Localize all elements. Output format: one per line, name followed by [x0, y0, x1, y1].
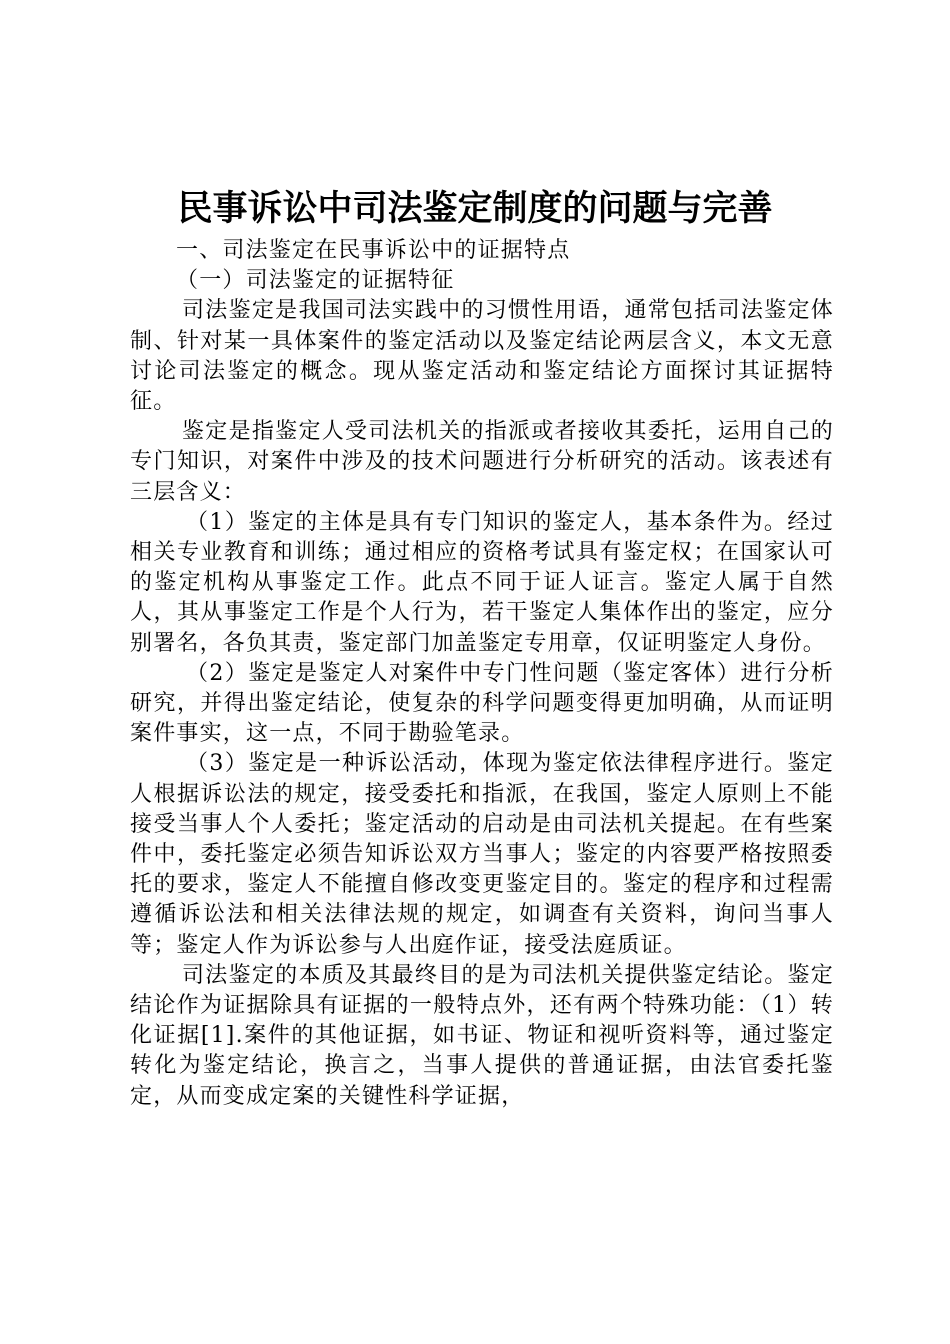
paragraph: 司法鉴定的本质及其最终目的是为司法机关提供鉴定结论。鉴定结论作为证据除具有证据的一般特点外，还有两个特殊功能：（1）转化证据[1].案件的其他证据，如书证、物证和视听资料等，通过鉴定转化为鉴定结论，换言之，当事人提供的普通证据，由法官委托鉴定，从而变成定案的关键性科学证据， [130, 962, 834, 1109]
paragraph: （2）鉴定是鉴定人对案件中专门性问题（鉴定客体）进行分析研究，并得出鉴定结论，使复杂的科学问题变得更加明确，从而证明案件事实，这一点，不同于勘验笔录。 [130, 660, 834, 747]
section-heading: 一、司法鉴定在民事诉讼中的证据特点 [176, 238, 571, 263]
paragraph: 鉴定是指鉴定人受司法机关的指派或者接收其委托，运用自己的专门知识，对案件中涉及的技术问题进行分析研究的活动。该表述有三层含义： [130, 419, 834, 505]
document-title: 民事诉讼中司法鉴定制度的问题与完善 [177, 189, 773, 229]
paragraph: （3）鉴定是一种诉讼活动，体现为鉴定依法律程序进行。鉴定人根据诉讼法的规定，接受委托和指派，在我国，鉴定人原则上不能接受当事人个人委托；鉴定活动的启动是由司法机关提起。在有些案件中，委托鉴定必须告知诉讼双方当事人；鉴定的内容要严格按照委托的要求，鉴定人不能擅自修改变更鉴定目的。鉴定的程序和过程需遵循诉讼法和相关法律法规的规定，如调查有关资料，询问当事人等；鉴定人作为诉讼参与人出庭作证，接受法庭质证。 [130, 751, 834, 958]
paragraph: 司法鉴定是我国司法实践中的习惯性用语，通常包括司法鉴定体制、针对某一具体案件的鉴定活动以及鉴定结论两层含义，本文无意讨论司法鉴定的概念。现从鉴定活动和鉴定结论方面探讨其证据特征。 [130, 298, 834, 415]
document-body [130, 236, 834, 1112]
subsection-heading: （一）司法鉴定的证据特征 [176, 268, 455, 294]
paragraph: （1）鉴定的主体是具有专门知识的鉴定人，基本条件为。经过相关专业教育和训练；通过相应的资格考试具有鉴定权；在国家认可的鉴定机构从事鉴定工作。此点不同于证人证言。鉴定人属于自然人，其从事鉴定工作是个人行为，若干鉴定人集体作出的鉴定，应分别署名，各负其责，鉴定部门加盖鉴定专用章，仅证明鉴定人身份。 [130, 509, 834, 656]
